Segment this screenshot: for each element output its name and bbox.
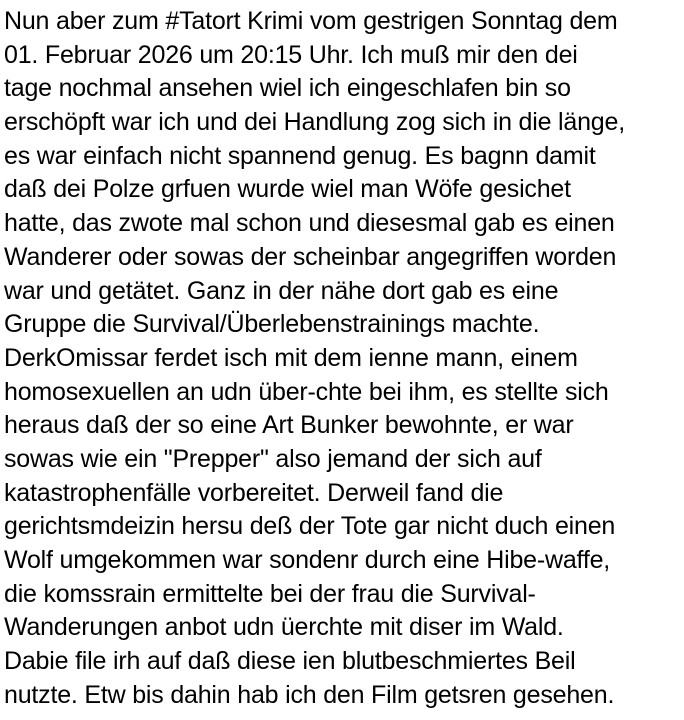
- text-line: heraus daß der so eine Art Bunker bewohnte, er war: [4, 411, 574, 440]
- text-line: Wolf umgekommen war sondenr durch eine Hibe-waffe,: [4, 546, 611, 574]
- text-line: Wanderungen anbot udn üerchte mit diser im Wald.: [4, 613, 564, 642]
- text-line: gerichtsmdeizin hersu deß der Tote gar nicht duch einen: [4, 512, 616, 541]
- text-line: 01. Februar 2026 um 20:15 Uhr. Ich muß mir den dei: [4, 40, 578, 69]
- text-line: Wanderer oder sowas der scheinbar angegriffen worden: [4, 242, 617, 271]
- text-line: Gruppe die Survival/Überlebenstrainings machte.: [4, 310, 540, 339]
- text-line: daß dei Polze grfuen wurde wiel man Wöfe gesichet: [4, 175, 571, 204]
- text-line: die komssrain ermittelte bei der frau die Survival-: [4, 579, 536, 608]
- text-line: katastrophenfälle vorbereitet. Derweil fand die: [4, 478, 504, 507]
- text-line: Dabie file irh auf daß diese ien blutbeschmiertes Beil: [4, 647, 576, 676]
- text-line: hatte, das zwote mal schon und diesesmal gab es einen: [4, 209, 615, 238]
- text-line: DerkOmissar ferdet isch mit dem ienne mann, einem: [4, 343, 578, 372]
- text-line: tage nochmal ansehen wiel ich eingeschlafen bin so: [4, 74, 571, 103]
- text-line: nutzte. Etw bis dahin hab ich den Film getsren gesehen.: [4, 680, 615, 709]
- text-line: es war einfach nicht spannend genug. Es bagnn damit: [4, 141, 596, 170]
- text-line: Nun aber zum #Tatort Krimi vom gestrigen Sonntag dem: [4, 7, 618, 35]
- text-line: homosexuellen an udn über-chte bei ihm, es stellte sich: [4, 377, 609, 406]
- text-line: erschöpft war ich und dei Handlung zog sich in die länge,: [4, 108, 625, 137]
- text-paragraph: [4, 5, 682, 712]
- text-line: sowas wie ein "Prepper" also jemand der sich auf: [4, 444, 542, 473]
- text-line: war und getätet. Ganz in der nähe dort gab es eine: [4, 276, 559, 305]
